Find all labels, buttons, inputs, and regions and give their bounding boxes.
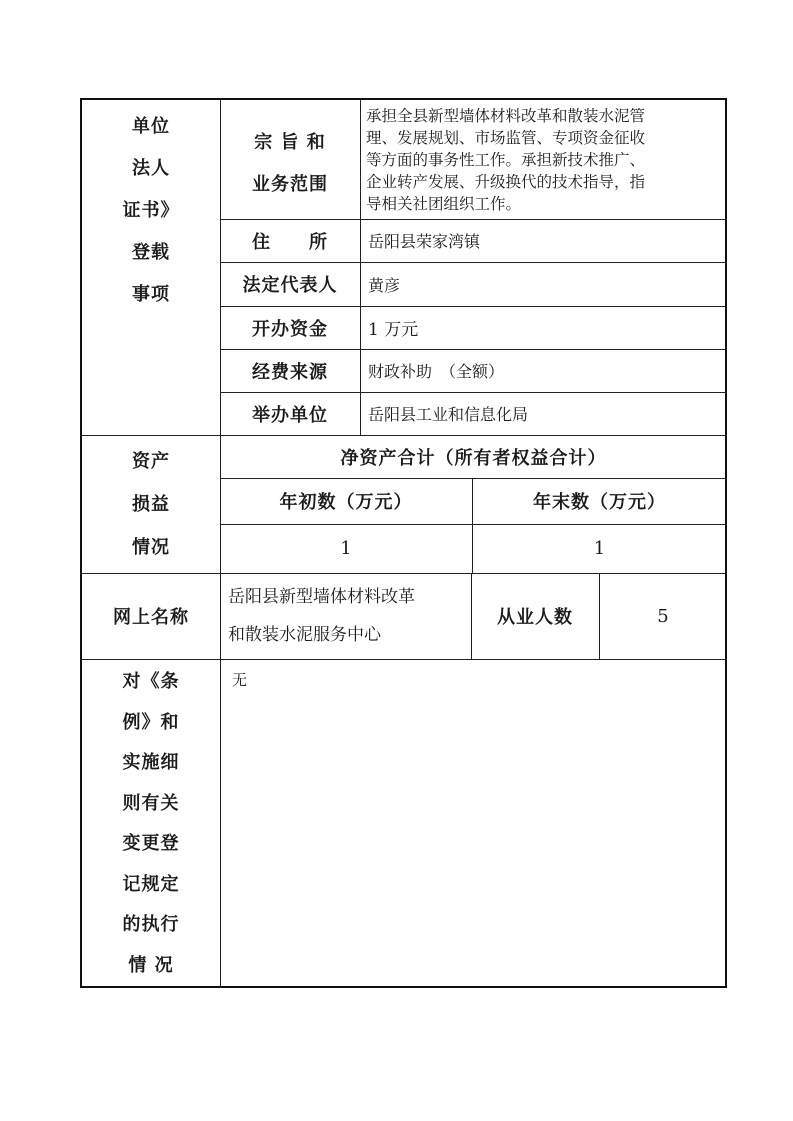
- purpose-label: [220, 100, 360, 219]
- funding-source-label: 经费来源: [252, 361, 328, 383]
- purpose-line: 导相关社团组织工作。: [366, 195, 522, 213]
- compliance-label-line: 的执行: [122, 914, 180, 935]
- compliance-label-line: 对《条: [122, 671, 180, 692]
- staff-count-label: 从业人数: [497, 607, 573, 628]
- section-label-line: 登载: [132, 242, 170, 263]
- compliance-label-line: 则有关: [122, 792, 180, 814]
- section-label-line: 资产: [132, 451, 170, 472]
- funding-source-value: 财政补助 （全额）: [368, 362, 505, 381]
- end-of-year-label: 年末数（万元）: [533, 492, 666, 513]
- compliance-label-line: 实施细: [122, 752, 180, 773]
- purpose-value: [360, 100, 727, 219]
- compliance-value: 无: [232, 671, 248, 689]
- address-value: 岳阳县荣家湾镇: [368, 232, 481, 251]
- registration-section-label: [82, 100, 220, 435]
- online-name-line: 和散装水泥服务中心: [228, 625, 381, 645]
- section-label-line: 单位: [132, 116, 170, 137]
- section-label-line: 法人: [132, 158, 170, 179]
- compliance-label-line: 变更登: [122, 833, 180, 854]
- compliance-label-line: 例》和: [122, 711, 180, 733]
- section-label-line: 损益: [132, 494, 170, 515]
- registration-table: [80, 98, 727, 988]
- assets-section-label: [82, 435, 220, 573]
- section-label-line: 事项: [132, 284, 170, 305]
- legal-rep-value: 黄彦: [368, 275, 401, 295]
- purpose-line: 等方面的事务性工作。承担新技术推广、: [366, 151, 646, 169]
- net-assets-header: 净资产合计（所有者权益合计）: [340, 447, 607, 469]
- purpose-line: 理、发展规划、市场监管、专项资金征收: [366, 129, 646, 147]
- sponsor-value: 岳阳县工业和信息化局: [368, 405, 529, 424]
- purpose-label-line: 业务范围: [252, 174, 328, 195]
- purpose-line: 承担全县新型墙体材料改革和散装水泥管: [366, 107, 646, 125]
- section-label-line: 证书》: [122, 200, 180, 221]
- staff-count-value: 5: [657, 605, 669, 627]
- compliance-label-line: 记规定: [122, 873, 180, 895]
- sponsor-label: 举办单位: [252, 404, 328, 426]
- compliance-label: [82, 659, 220, 988]
- start-of-year-label: 年初数（万元）: [279, 492, 413, 513]
- address-label: 住 所: [252, 231, 328, 253]
- online-name-label: 网上名称: [113, 607, 189, 628]
- online-name-line: 岳阳县新型墙体材料改革: [228, 587, 415, 607]
- online-name-value: [220, 573, 471, 659]
- section-label-line: 情况: [132, 537, 170, 558]
- purpose-label-line: 宗 旨 和: [254, 132, 326, 153]
- legal-rep-label: 法定代表人: [242, 275, 338, 296]
- capital-value: 1 万元: [368, 320, 419, 340]
- purpose-line: 企业转产发展、升级换代的技术指导，指: [366, 173, 646, 191]
- compliance-label-line: 情 况: [128, 954, 174, 976]
- start-of-year-value: 1: [340, 538, 352, 559]
- capital-label: 开办资金: [252, 318, 328, 340]
- end-of-year-value: 1: [593, 538, 606, 559]
